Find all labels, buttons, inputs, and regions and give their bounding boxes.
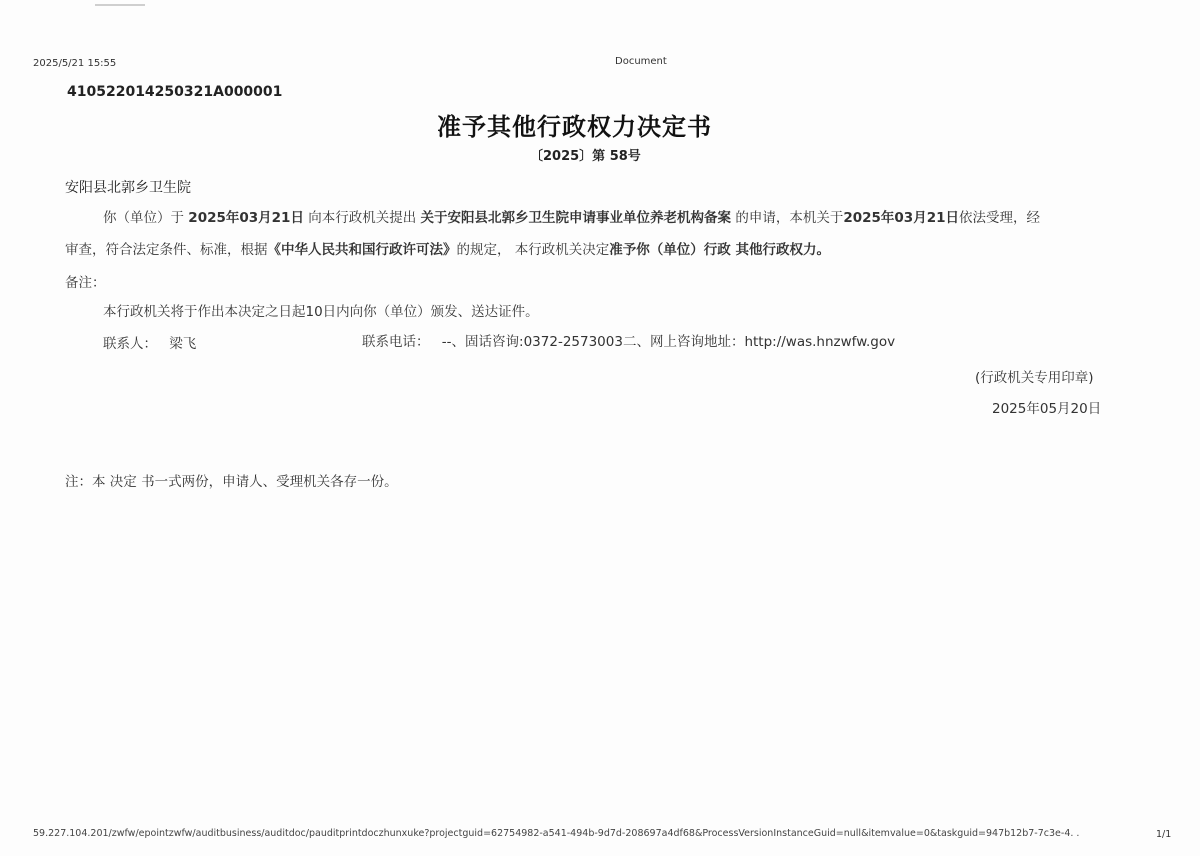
- application-matter: 关于安阳县北郭乡卫生院申请事业单位养老机构备案: [420, 210, 732, 226]
- seal-note: (行政机关专用印章): [975, 370, 1094, 386]
- application-date: 2025年03月21日: [188, 210, 304, 226]
- contact-name: 梁飞: [169, 336, 197, 352]
- document-number: 〔2025〕第 58号: [530, 149, 641, 164]
- decision-text: 准予你（单位）行政 其他行政权力。: [609, 242, 830, 258]
- para2-text-1: 审查，符合法定条件、标准，根据: [65, 242, 268, 258]
- contact-phone: [362, 330, 895, 350]
- print-datetime: 2025/5/21 15:55: [33, 58, 117, 69]
- paragraph-decision: [65, 238, 830, 258]
- document-label: Document: [615, 56, 667, 67]
- phone-label: 联系电话：: [362, 334, 430, 350]
- para2-text-2: 的规定， 本行政机关决定: [456, 242, 610, 258]
- footnote: 注：本 决定 书一式两份，申请人、受理机关各存一份。: [65, 474, 398, 490]
- para1-text-4: 依法受理，经: [959, 210, 1040, 226]
- contact-label: 联系人：: [103, 336, 157, 352]
- para1-text-3: 的申请，本机关于: [735, 210, 844, 226]
- print-url: 59.227.104.201/zwfw/epointzwfw/auditbusiness/auditdoc/pauditprintdoczhunxuke?projectguid=62754982-a541-494b-9d7d-208697a4df68&ProcessVersionInstanceGuid=null&itemvalue=0&taskguid=947b12b7-7c3e-4. .: [33, 828, 1080, 839]
- contact: [103, 332, 196, 352]
- para1-text-1: 你（单位）于: [103, 210, 184, 226]
- issue-date: 2025年05月20日: [992, 401, 1102, 417]
- acceptance-date: 2025年03月21日: [843, 210, 959, 226]
- legal-basis: 《中华人民共和国行政许可法》: [267, 242, 457, 258]
- remark-label: 备注：: [65, 275, 106, 291]
- paragraph-application: [103, 206, 1040, 226]
- document-title: 准予其他行政权力决定书: [437, 113, 712, 141]
- page-number: 1/1: [1156, 829, 1172, 840]
- issue-note: 本行政机关将于作出本决定之日起10日内向你（单位）颁发、送达证件。: [103, 304, 539, 320]
- scan-mark: [95, 4, 145, 6]
- para1-text-2: 向本行政机关提出: [308, 210, 417, 226]
- phone-value: --、固话咨询:0372-2573003二、网上咨询地址：http://was.hnzwfw.gov: [441, 334, 896, 350]
- recipient: 安阳县北郭乡卫生院: [65, 180, 191, 196]
- serial-number: 410522014250321A000001: [67, 84, 283, 100]
